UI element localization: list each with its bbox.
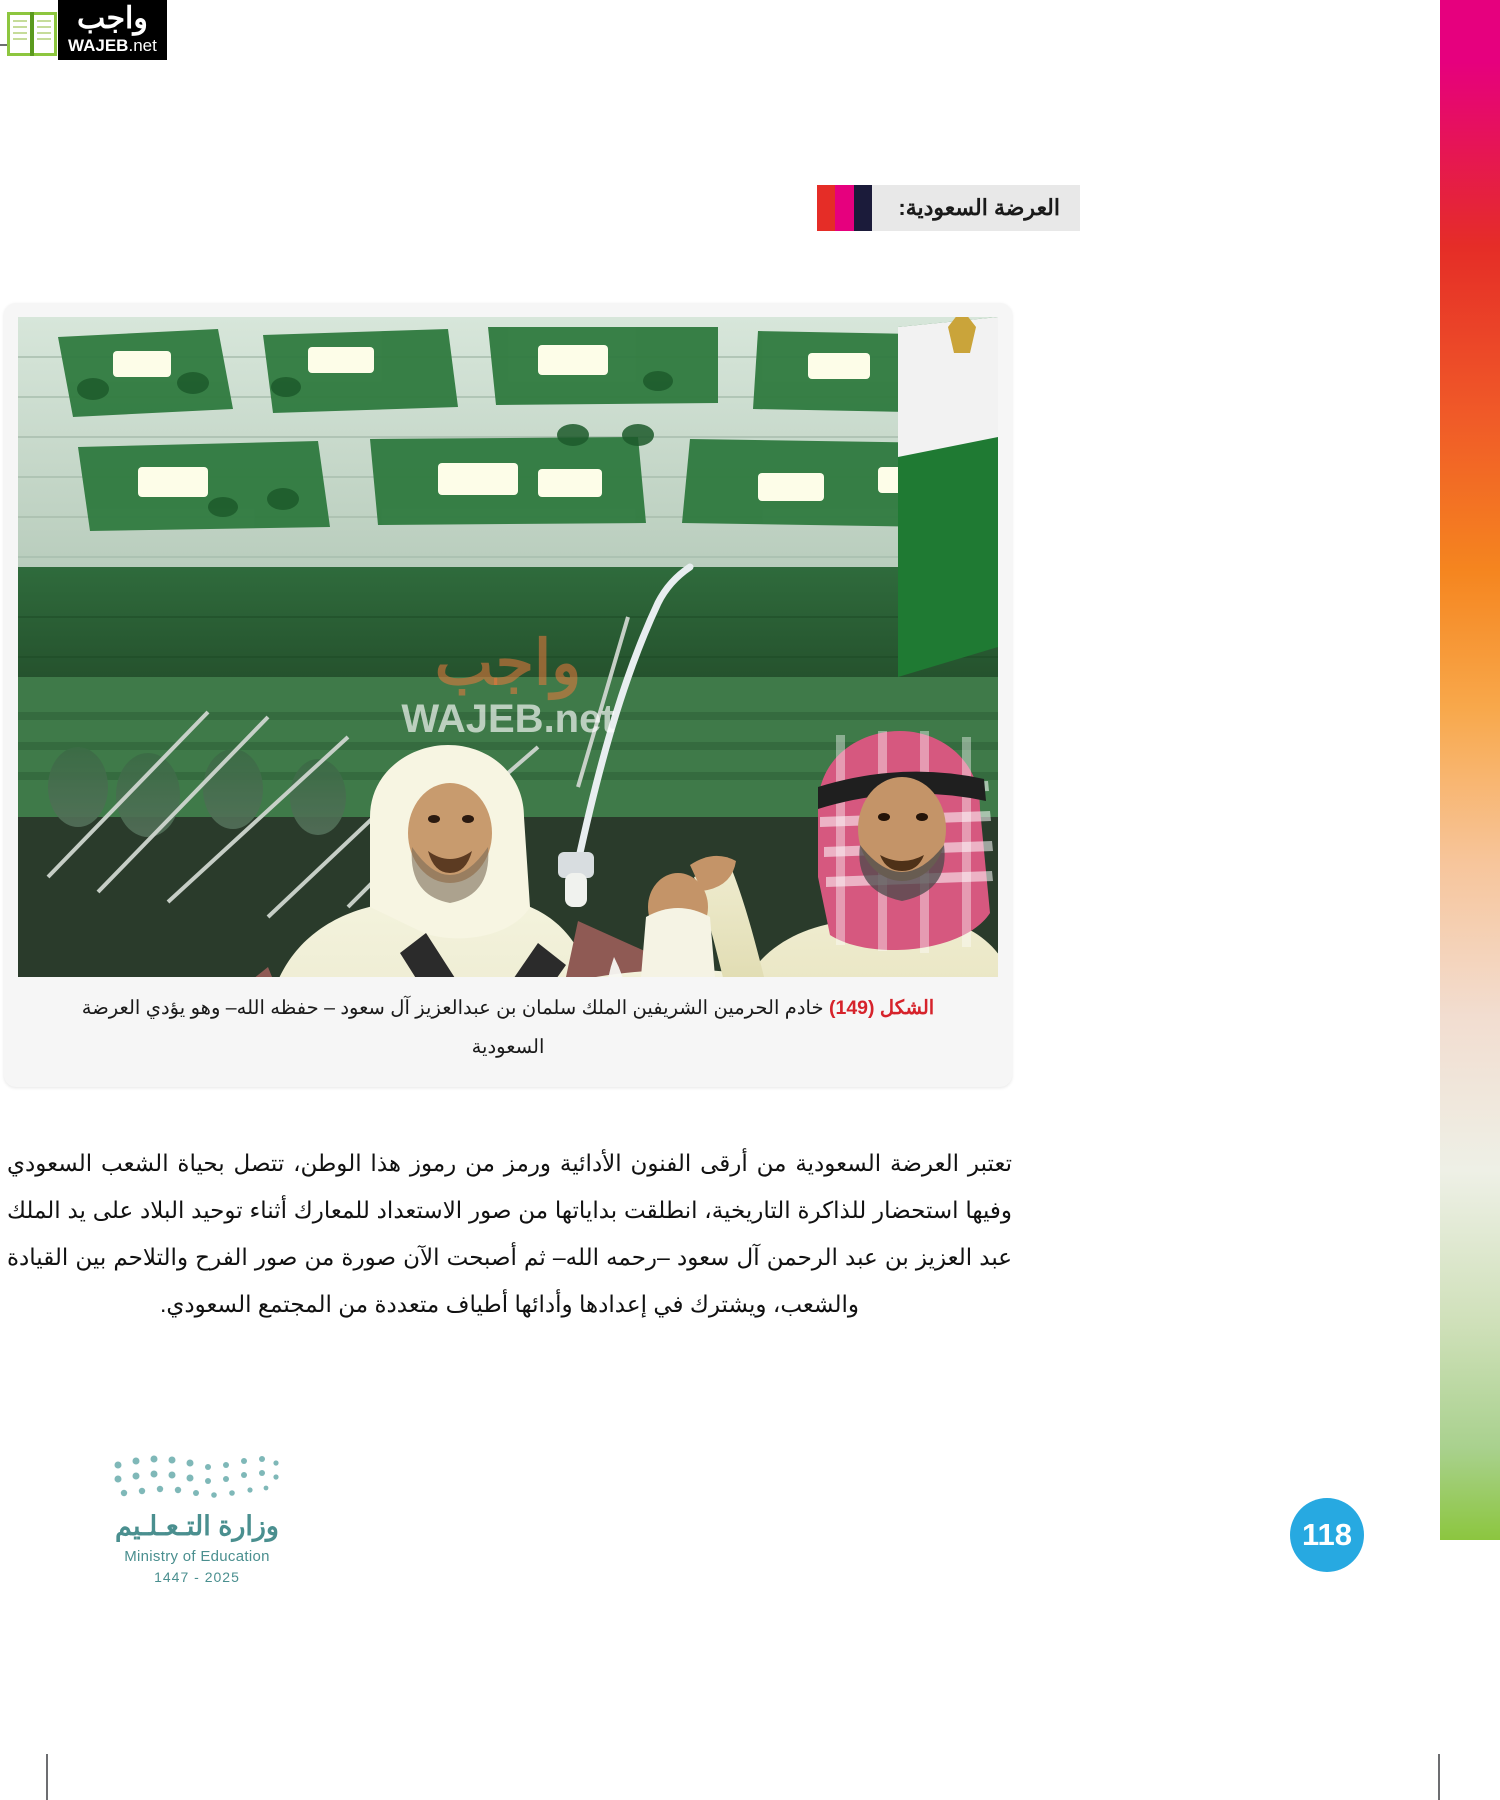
section-heading xyxy=(816,185,1080,231)
figure-image xyxy=(18,317,998,977)
wajeb-logo-box xyxy=(58,0,167,60)
book-icon xyxy=(6,10,58,58)
figure-caption-text: خادم الحرمين الشريفين الملك سلمان بن عبدالعزيز آل سعود – حفظه الله– وهو يؤدي العرضة السعودية xyxy=(81,997,824,1058)
photo-watermark-arabic: واجب xyxy=(434,628,582,698)
ministry-name-ar: وزارة التـعـلـيم xyxy=(115,1511,279,1541)
crop-mark-bottom-left xyxy=(46,1754,48,1800)
photo-watermark-latin: WAJEB.net xyxy=(401,696,615,741)
wajeb-latin-text: WAJEB.net xyxy=(68,36,157,55)
section-heading-label: العرضة السعودية: xyxy=(872,185,1080,231)
ministry-years: 2025 - 1447 xyxy=(154,1569,240,1585)
ministry-dots-icon xyxy=(82,1453,312,1505)
wajeb-arabic-text: واجب xyxy=(77,2,148,35)
wajeb-watermark xyxy=(0,0,167,60)
ministry-name-en: Ministry of Education xyxy=(124,1548,270,1565)
figure-card xyxy=(4,303,1012,1087)
ministry-logo xyxy=(82,1453,312,1585)
decorative-side-bar xyxy=(1440,0,1500,1540)
figure-number: الشكل (149) xyxy=(828,997,935,1019)
figure-caption xyxy=(18,989,998,1077)
heading-flag-icon xyxy=(816,185,872,231)
body-paragraph: تعتبر العرضة السعودية من أرقى الفنون الأدائية ورمز من رموز هذا الوطن، تتصل بحياة الشعب السعودي وفيها استحضار للذاكرة التاريخية، انطلقت بداياتها من صور الاستعداد للمعارك أثناء توحيد البلاد على يد الملك عبد العزيز بن عبد الرحمن آل سعود –رحمه الله– ثم أصبحت الآن صورة من صور الفرح والتلاحم بين القيادة والشعب، ويشترك في إعدادها وأدائها أطياف متعددة من المجتمع السعودي. xyxy=(7,1150,1012,1318)
page-number-badge xyxy=(1290,1498,1364,1572)
page-number-text: 118 xyxy=(1290,1498,1364,1572)
crop-mark-bottom-right xyxy=(1438,1754,1440,1800)
